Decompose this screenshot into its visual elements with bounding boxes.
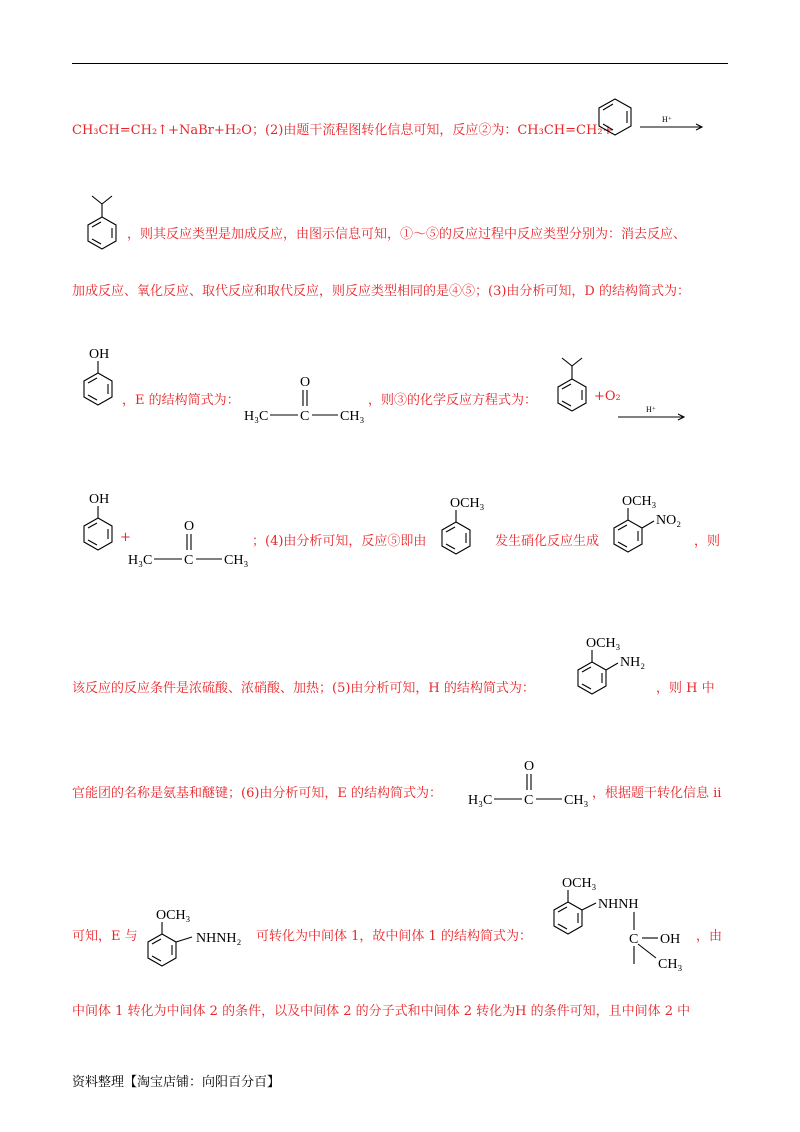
- benzene-structure: [597, 96, 633, 136]
- o-label: O: [300, 375, 311, 390]
- anisole-structure: [436, 492, 496, 568]
- catalyst-label-2: H⁺: [646, 405, 656, 414]
- nhnh-label: NHNH: [598, 897, 639, 912]
- c-label-2: C: [184, 553, 194, 568]
- oh-label-2: OH: [89, 492, 110, 507]
- oh-label: OH: [89, 347, 110, 362]
- nhnh2-label: NHNH₂: [196, 931, 242, 946]
- h3c-label: H₃C: [244, 409, 269, 424]
- c-label-4: C: [629, 932, 639, 947]
- cumene-structure-2: [546, 352, 596, 422]
- header-rule: [72, 63, 728, 64]
- text-line-3: 加成反应、氧化反应、取代反应和取代反应，则反应类型相同的是④⑤；(3)由分析可知，D 的结构简式为：: [72, 284, 690, 299]
- och3-label: OCH₃: [450, 496, 485, 511]
- text-line-8b: 可转化为中间体 1，故中间体 1 的结构简式为：: [256, 929, 532, 944]
- och3-label-4: OCH₃: [156, 908, 191, 923]
- text-line-7b: ，根据题干转化信息 ii: [592, 786, 722, 801]
- phenol-structure-2: [76, 488, 126, 564]
- text-line-8c: ，由: [696, 929, 723, 944]
- nitroanisole-structure: [606, 490, 696, 570]
- h3c-label-2: H₃C: [128, 553, 153, 568]
- acetone-structure-3: [464, 756, 594, 812]
- text-line-6b: ，则 H 中: [656, 681, 715, 696]
- acetone-structure: [240, 372, 370, 428]
- reaction-arrow-2: [618, 404, 688, 426]
- text-line-5b: 发生硝化反应生成: [495, 534, 600, 549]
- nh2-label: NH₂: [620, 655, 646, 670]
- text-line-6a: 该反应的反应条件是浓硫酸、浓硝酸、加热；(5)由分析可知，H 的结构简式为：: [72, 681, 535, 696]
- text-line-9: 中间体 1 转化为中间体 2 的条件，以及中间体 2 的分子式和中间体 2 转化为H 的条件可知，且中间体 2 中: [72, 1004, 691, 1019]
- o-label-3: O: [524, 759, 535, 774]
- oh-label-3: OH: [660, 932, 681, 947]
- text-line-7a: 官能团的名称是氨基和醚键；(6)由分析可知，E 的结构简式为：: [72, 786, 443, 801]
- no2-label: NO₂: [656, 513, 682, 528]
- o-label-2: O: [184, 519, 195, 534]
- intermediate-1-structure: [546, 872, 696, 984]
- text-line-4a: ，E 的结构简式为：: [122, 393, 240, 408]
- och3-label-2: OCH₃: [622, 494, 657, 509]
- text-line-8a: 可知，E 与: [72, 929, 138, 944]
- text-line-1: CH₃CH=CH₂↑+NaBr+H₂O；(2)由题干流程图转化信息可知，反应②为：CH₃CH=CH₂+: [72, 123, 614, 138]
- text-line-5c: ，则: [694, 534, 721, 549]
- aminoanisole-structure: [570, 632, 665, 712]
- och3-label-3: OCH₃: [586, 636, 621, 651]
- text-line-4b: ，则③的化学反应方程式为：: [368, 393, 538, 408]
- plus-o2: +O₂: [594, 389, 621, 404]
- footer-source: 资料整理【淘宝店铺：向阳百分百】: [72, 1075, 281, 1090]
- methoxyphenylhydrazine-structure: [140, 904, 265, 984]
- ch3-label-2: CH₃: [224, 553, 249, 568]
- h3c-label-3: H₃C: [468, 793, 493, 808]
- plus-sign: +: [120, 530, 131, 545]
- text-line-2: ，则其反应类型是加成反应，由图示信息可知，①～⑤的反应过程中反应类型分别为：消去反应、: [127, 227, 687, 242]
- text-line-5a: ；(4)由分析可知，反应⑤即由: [252, 534, 427, 549]
- c-label: C: [300, 409, 310, 424]
- cumene-structure: [76, 190, 126, 260]
- och3-label-5: OCH₃: [562, 876, 597, 891]
- ch3-label-3: CH₃: [564, 793, 589, 808]
- acetone-structure-2: [124, 516, 254, 572]
- reaction-arrow-1: [640, 112, 706, 134]
- catalyst-label: H⁺: [662, 115, 672, 124]
- ch3-label-4: CH₃: [658, 957, 683, 972]
- phenol-structure: [76, 343, 126, 419]
- ch3-label: CH₃: [340, 409, 365, 424]
- c-label-3: C: [524, 793, 534, 808]
